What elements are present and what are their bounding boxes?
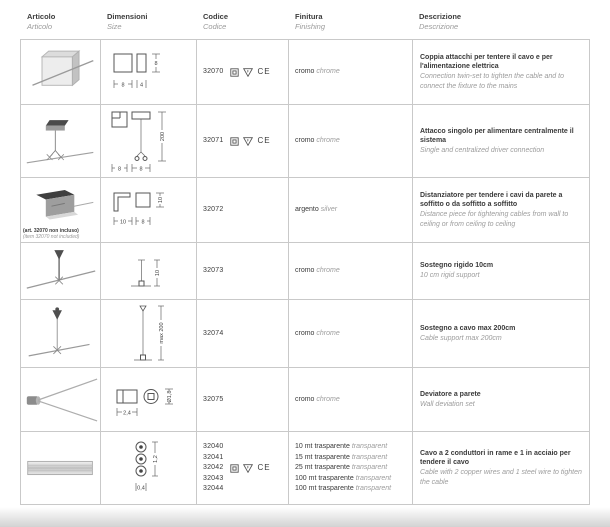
- column-header-dimensioni: [100, 10, 196, 34]
- column-label: Codice: [203, 12, 229, 21]
- description-cell: [413, 105, 591, 177]
- finish-cell: [289, 178, 413, 242]
- finish-value: argento silver: [295, 206, 338, 213]
- finish-cell: [289, 105, 413, 177]
- table-row: [21, 105, 589, 178]
- note-italian: (art. 32070 non incluso): [23, 227, 79, 234]
- dimension-drawing: [109, 378, 189, 422]
- column-header-finitura: [288, 10, 412, 34]
- dimensions-cell: [101, 40, 197, 104]
- product-code: 32070: [203, 68, 224, 75]
- finish-value: cromo chrome: [295, 329, 340, 337]
- description-cell: [413, 300, 591, 367]
- table-header: [20, 10, 590, 34]
- description-english: Distance piece for tightening cables from wall to ceiling or from ceiling to ceiling: [420, 211, 569, 229]
- column-sublabel: Finishing: [295, 22, 326, 32]
- column-header-articolo: [20, 10, 100, 34]
- description-italian: Sostegno a cavo max 200cm: [420, 324, 516, 332]
- description-italian: Distanziatore per tendere i cavi da parete a soffitto o da soffitto a soffitto: [420, 191, 563, 209]
- column-sublabel: Articolo: [27, 22, 53, 32]
- finish-value: cromo chrome: [295, 137, 340, 144]
- code-cell: [197, 432, 289, 504]
- dimensions-cell: [101, 105, 197, 177]
- code-cell: [197, 40, 289, 104]
- description-english: Cable support max 200cm: [420, 334, 502, 342]
- dim-height-label: max 200: [158, 322, 165, 344]
- svg-text:F: F: [247, 68, 250, 74]
- finish-value: cromo chrome: [295, 395, 340, 403]
- finish-value: 100 mt trasparente transparent: [295, 474, 392, 482]
- column-header-descrizione: [412, 10, 590, 34]
- dim-height-label: 1,2: [152, 455, 159, 464]
- description-italian: Deviatore a parete: [420, 390, 481, 398]
- finish-value: cromo chrome: [295, 267, 340, 274]
- description-italian: Attacco singolo per alimentare centralmente il sistema: [420, 127, 574, 145]
- description-english: Cable with 2 copper wires and 1 steel wire to tighten the cable: [420, 469, 582, 487]
- dim-width1-label: 2,4: [122, 410, 131, 417]
- certification-icons: [230, 68, 270, 77]
- dimension-drawing: [106, 188, 192, 232]
- table-body: [20, 39, 590, 505]
- dim-height-label: 8: [153, 61, 158, 68]
- dim-width1-label: 0,4: [136, 485, 145, 492]
- ce-mark-icon: CE: [257, 463, 271, 473]
- product-photo-cable-icon: [23, 441, 99, 495]
- description-italian: Cavo a 2 conduttori in rame e 1 in acciaio per tendere il cavo: [420, 449, 571, 467]
- column-label: Descrizione: [419, 12, 462, 21]
- article-cell: [21, 368, 101, 431]
- description-english: Wall deviation set: [420, 400, 475, 408]
- ce-mark-icon: CE: [257, 136, 271, 146]
- finish-value: 15 mt trasparente transparent: [295, 453, 388, 461]
- code-cell: [197, 368, 289, 431]
- description-english: Single and centralized driver connection: [420, 147, 545, 155]
- description-cell: [413, 243, 591, 299]
- article-cell: [21, 243, 101, 299]
- finish-options: [295, 442, 391, 495]
- dim-width2-label: 4: [139, 82, 143, 89]
- page-bottom-shadow: [0, 507, 610, 527]
- description-english: 10 cm rigid support: [420, 272, 480, 280]
- dim-width1-label: 8: [120, 82, 125, 89]
- dim-width2-label: 8: [138, 166, 143, 173]
- product-table: [20, 10, 590, 505]
- article-cell: [21, 300, 101, 367]
- dimensions-cell: [101, 243, 197, 299]
- finish-cell: [289, 243, 413, 299]
- table-row: [21, 40, 589, 105]
- code-cell: [197, 178, 289, 242]
- product-code: 32041: [203, 453, 224, 461]
- dimension-drawing: [106, 49, 192, 95]
- product-photo-wall-deviation-icon: [23, 373, 99, 427]
- dim-height-label: 200: [159, 132, 166, 142]
- table-row: [21, 300, 589, 368]
- dimensions-cell: [101, 368, 197, 431]
- product-code: 32040: [203, 443, 224, 450]
- dim-width1-label: 8: [117, 166, 121, 173]
- dimension-drawing: [121, 437, 177, 499]
- note-english: (item 32070 not included): [23, 234, 80, 240]
- table-row: [21, 368, 589, 432]
- description-english: Connection twin-set to tighten the cable and to connect the fixture to the mains: [420, 73, 564, 91]
- product-code: 32044: [203, 485, 224, 492]
- article-note: [23, 228, 79, 241]
- column-header-codice: [196, 10, 288, 34]
- finish-cell: [289, 368, 413, 431]
- finish-cell: [289, 40, 413, 104]
- column-sublabel: Size: [107, 22, 122, 32]
- table-row: [21, 432, 589, 504]
- product-photo-cable-support-icon: [23, 304, 99, 364]
- dim-height-label: 10: [157, 197, 164, 204]
- code-cell: [197, 105, 289, 177]
- dimensions-cell: [101, 178, 197, 242]
- dimensions-cell: [101, 432, 197, 504]
- description-cell: [413, 432, 591, 504]
- f-mark-icon: [243, 68, 253, 77]
- article-cell: [21, 40, 101, 104]
- dimension-drawing: [106, 108, 192, 174]
- finish-cell: [289, 300, 413, 367]
- table-row: [21, 243, 589, 300]
- f-mark-icon: [243, 464, 253, 473]
- certification-icons: [230, 464, 270, 473]
- finish-value: cromo chrome: [295, 68, 340, 75]
- class-ii-insulation-icon: [230, 137, 239, 146]
- svg-text:F: F: [247, 137, 250, 143]
- dimension-drawing: [119, 302, 179, 366]
- product-code-list: [203, 442, 223, 495]
- finish-value: 10 mt trasparente transparent: [295, 443, 388, 450]
- product-photo-connection-twinset-icon: [23, 45, 99, 99]
- product-code: 32073: [203, 267, 224, 274]
- finish-value: 25 mt trasparente transparent: [295, 464, 388, 471]
- class-ii-insulation-icon: [230, 68, 239, 77]
- article-cell: [21, 105, 101, 177]
- dim-diameter-label: Ø1,8: [166, 390, 173, 403]
- article-cell: [21, 432, 101, 504]
- product-photo-single-driver-icon: [23, 112, 99, 170]
- class-ii-insulation-icon: [230, 464, 239, 473]
- finish-cell: [289, 432, 413, 504]
- article-cell: [21, 178, 101, 242]
- certification-icons: [230, 137, 270, 146]
- finish-value: 100 mt trasparente transparent: [295, 485, 392, 492]
- f-mark-icon: [243, 137, 253, 146]
- description-italian: Coppia attacchi per tentere il cavo e per l'alimentazione elettrica: [420, 53, 553, 71]
- product-photo-rigid-support-icon: [23, 246, 99, 296]
- table-row: [21, 178, 589, 243]
- dim-width1-label: 10: [119, 219, 126, 226]
- ce-mark-icon: CE: [257, 67, 271, 77]
- product-code: 32043: [203, 474, 224, 482]
- product-code: 32074: [203, 329, 224, 337]
- product-photo-distance-piece-icon: [23, 187, 99, 233]
- description-cell: [413, 368, 591, 431]
- code-cell: [197, 243, 289, 299]
- description-cell: [413, 178, 591, 242]
- dim-width2-label: 8: [140, 219, 145, 226]
- dimensions-cell: [101, 300, 197, 367]
- description-cell: [413, 40, 591, 104]
- column-sublabel: Codice: [203, 22, 227, 32]
- product-code: 32075: [203, 395, 224, 403]
- description-italian: Sostegno rigido 10cm: [420, 262, 494, 270]
- column-label: Dimensioni: [107, 12, 148, 21]
- column-label: Finitura: [295, 12, 323, 21]
- code-cell: [197, 300, 289, 367]
- column-sublabel: Descrizione: [419, 22, 459, 32]
- svg-text:F: F: [247, 464, 250, 470]
- product-code: 32071: [203, 137, 224, 144]
- dimension-drawing: [119, 248, 179, 294]
- column-label: Articolo: [27, 12, 56, 21]
- product-code: 32072: [203, 206, 224, 213]
- dim-height-label: 10: [154, 270, 161, 277]
- product-code: 32042: [203, 464, 224, 471]
